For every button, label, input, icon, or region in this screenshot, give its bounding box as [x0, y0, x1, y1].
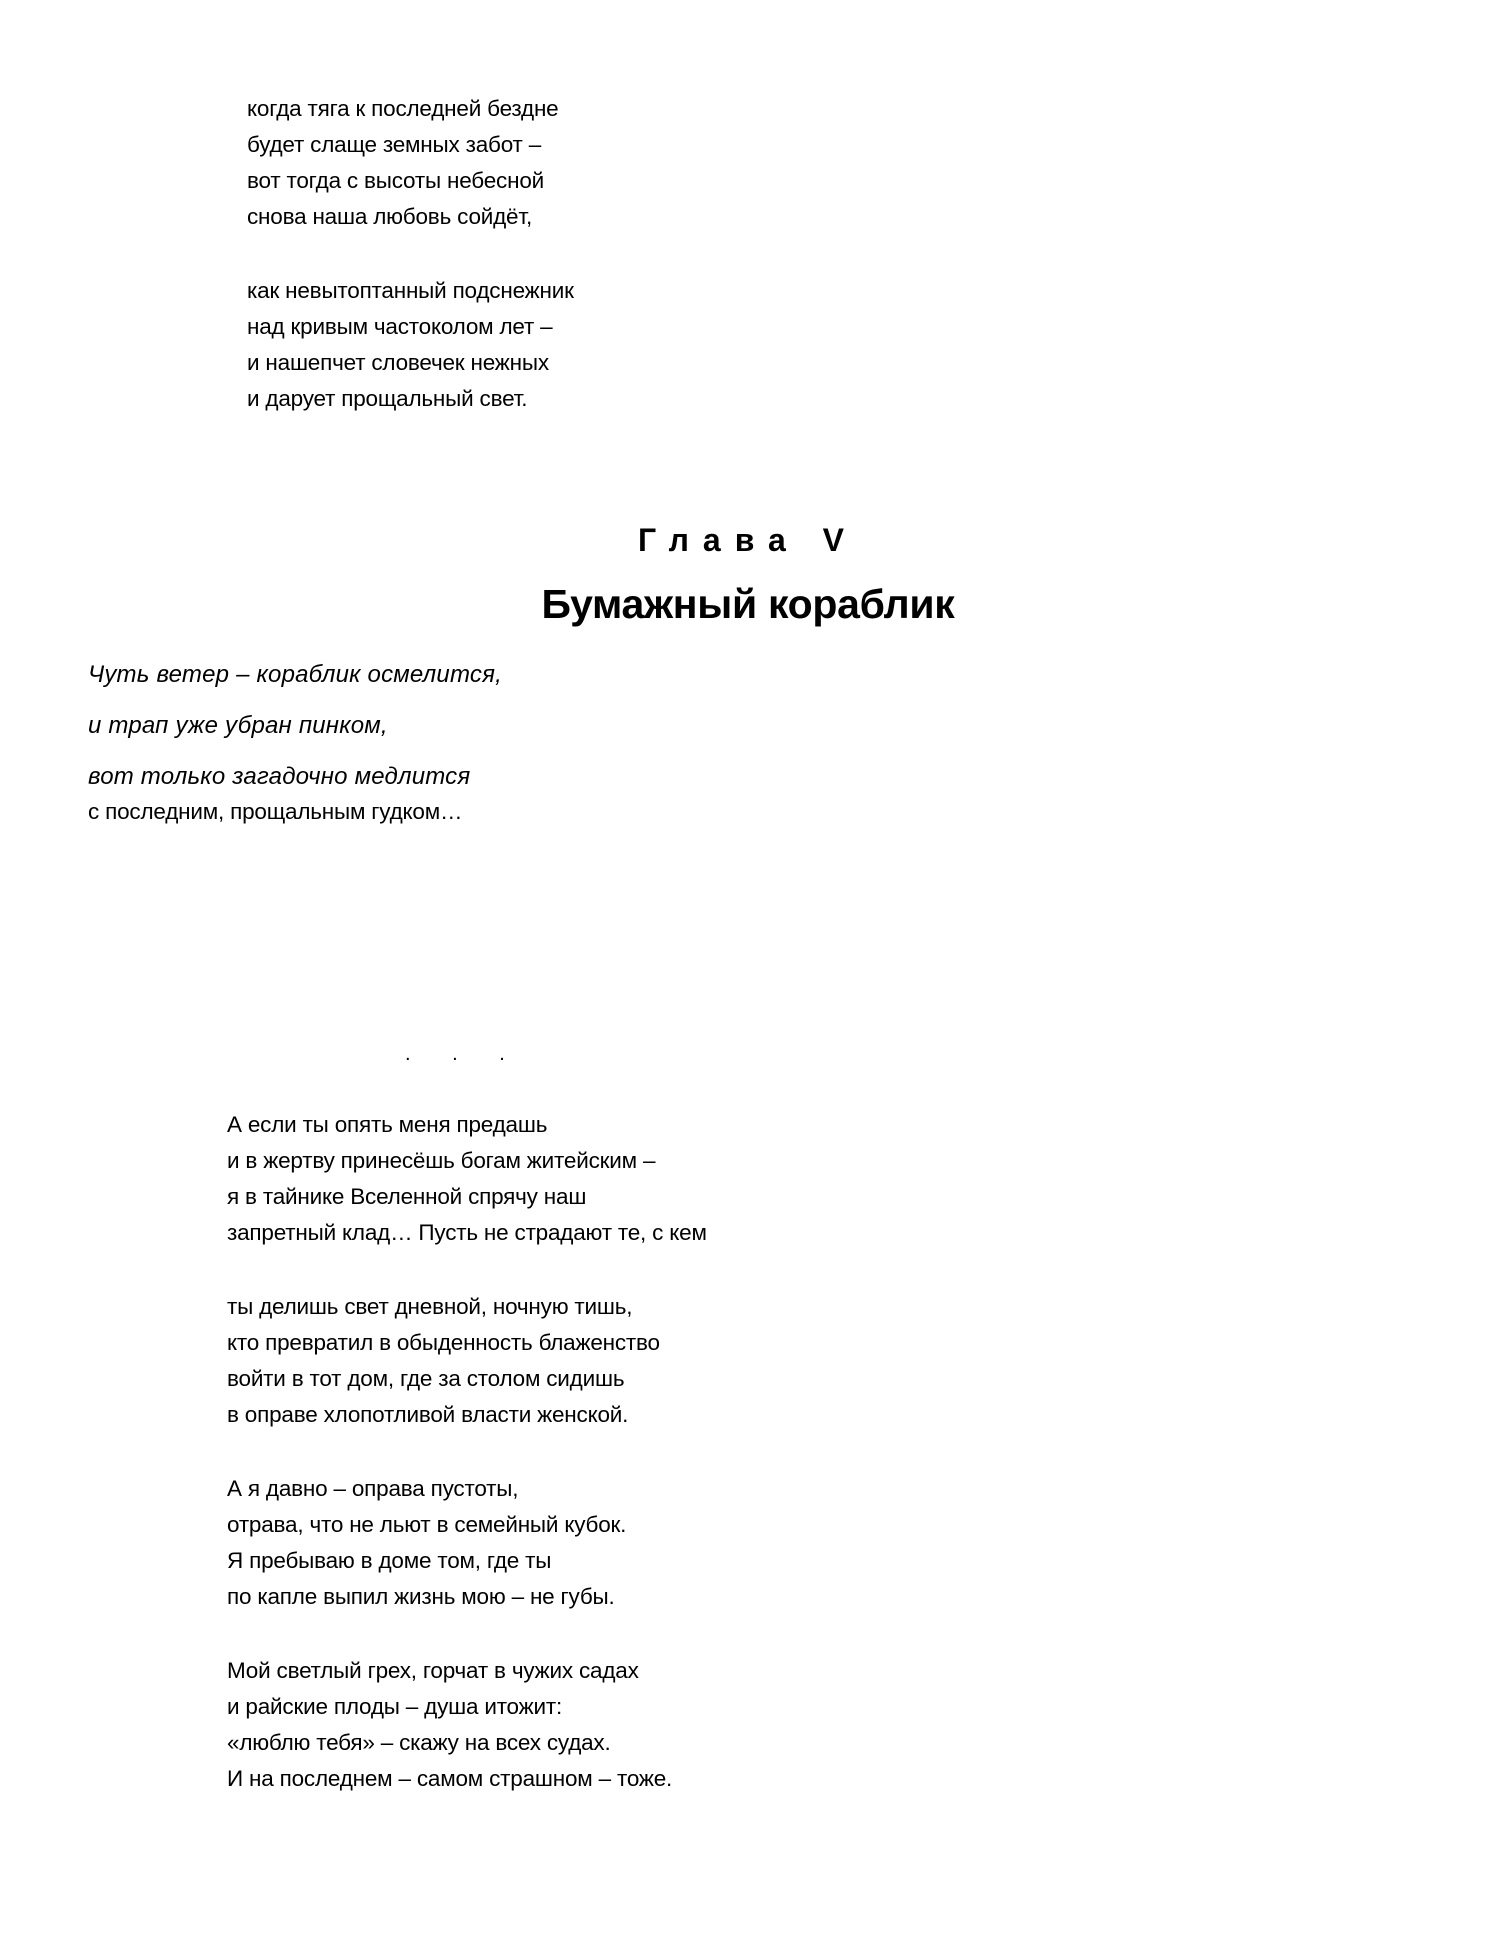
poem-line: в оправе хлопотливой власти женской. [227, 1402, 629, 1427]
poem-line: войти в тот дом, где за столом сидишь [227, 1366, 625, 1391]
poem-line: И на последнем – самом страшном – тоже. [227, 1766, 673, 1791]
poem-line: когда тяга к последней бездне [247, 96, 559, 121]
poem-line: по капле выпил жизнь мою – не губы. [227, 1584, 615, 1609]
poem-line: и в жертву принесёшь богам житейским – [227, 1148, 656, 1173]
poem-line: и нашепчет словечек нежных [247, 350, 549, 375]
epigraph-line: с последним, прощальным гудком… [88, 799, 463, 824]
chapter-label: Глава V [638, 522, 858, 558]
poem-line: «люблю тебя» – скажу на всех судах. [227, 1730, 611, 1755]
chapter-title: Бумажный кораблик [541, 581, 955, 627]
poem-line: и райские плоды – душа итожит: [227, 1694, 562, 1719]
section-separator: . . . [405, 1043, 523, 1065]
poem-line: как невытоптанный подснежник [247, 278, 574, 303]
poem-line: кто превратил в обыденность блаженство [227, 1330, 660, 1355]
poem-line: Я пребываю в доме том, где ты [227, 1548, 552, 1573]
poem-line: я в тайнике Вселенной спрячу наш [227, 1184, 587, 1209]
poem-line: А я давно – оправа пустоты, [227, 1476, 519, 1501]
poem-line: запретный клад… Пусть не страдают те, с кем [227, 1220, 707, 1245]
poem-line: вот тогда с высоты небесной [247, 168, 544, 193]
poem-line: А если ты опять меня предашь [227, 1112, 548, 1137]
epigraph-line: Чуть ветер – кораблик осмелится, [88, 661, 502, 688]
poem-line: снова наша любовь сойдёт, [247, 204, 533, 229]
poem-line: ты делишь свет дневной, ночную тишь, [227, 1294, 633, 1319]
epigraph-line: вот только загадочно медлится [88, 763, 471, 790]
epigraph-line: и трап уже убран пинком, [88, 712, 388, 739]
poem-line: Мой светлый грех, горчат в чужих садах [227, 1658, 639, 1683]
poem-line: и дарует прощальный свет. [247, 386, 528, 411]
poem-line: будет слаще земных забот – [247, 132, 542, 157]
poem-line: отрава, что не льют в семейный кубок. [227, 1512, 627, 1537]
poem-line: над кривым частоколом лет – [247, 314, 553, 339]
